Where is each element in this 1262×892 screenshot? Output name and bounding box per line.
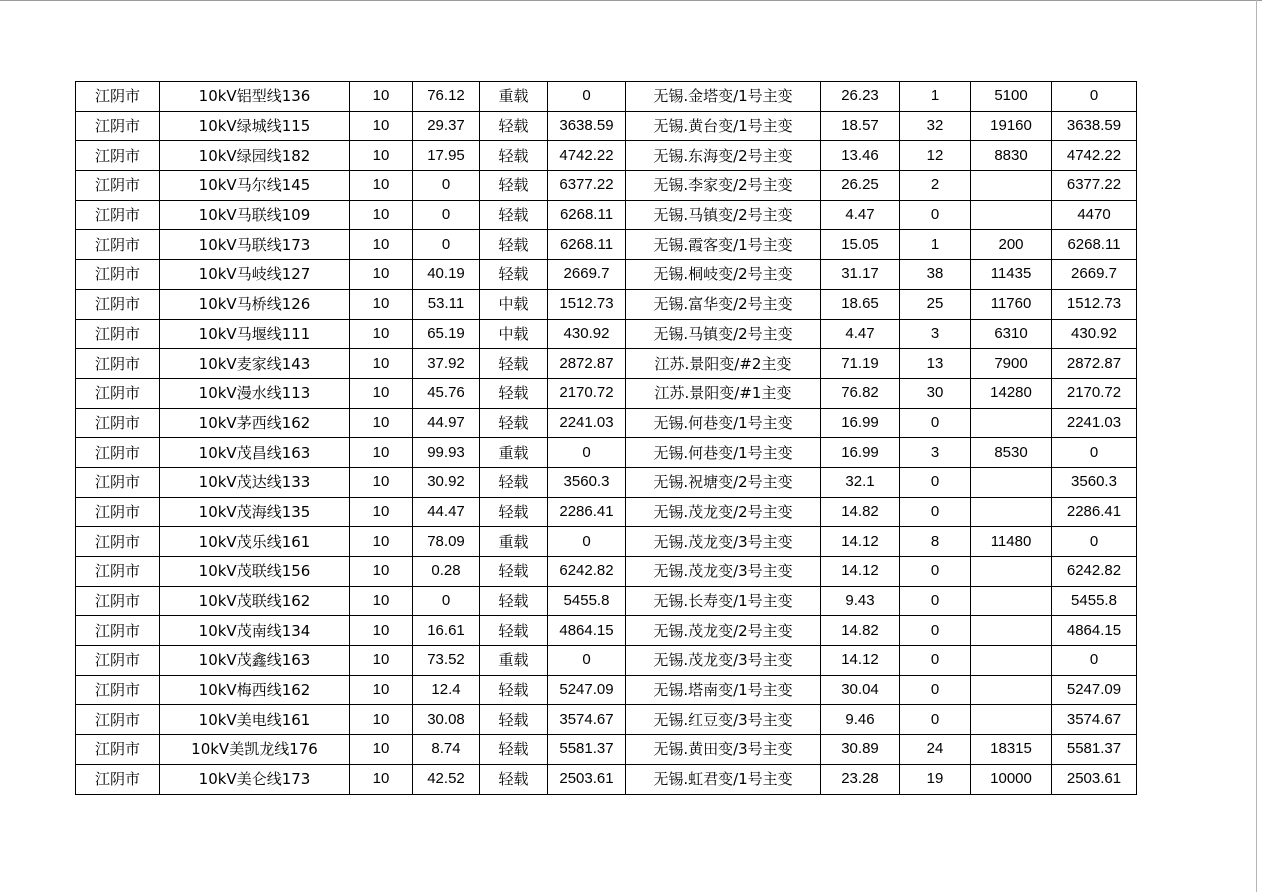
voltage-cell: 10 bbox=[350, 349, 413, 379]
load-rate-cell: 99.93 bbox=[413, 438, 480, 468]
voltage-cell: 10 bbox=[350, 141, 413, 171]
city-cell: 江阴市 bbox=[76, 527, 160, 557]
remaining-capacity-cell: 0 bbox=[1052, 646, 1137, 676]
table-row bbox=[76, 230, 1137, 260]
remaining-capacity-cell: 6268.11 bbox=[1052, 230, 1137, 260]
line-name-cell: 10kV马桥线126 bbox=[160, 289, 350, 319]
available-capacity-cell: 2669.7 bbox=[548, 260, 626, 290]
load-rate-cell: 73.52 bbox=[413, 646, 480, 676]
table-row bbox=[76, 675, 1137, 705]
line-name-cell: 10kV马岐线127 bbox=[160, 260, 350, 290]
remaining-capacity-cell: 0 bbox=[1052, 438, 1137, 468]
transformer-load-rate-cell: 30.04 bbox=[821, 675, 900, 705]
count-cell: 0 bbox=[900, 675, 971, 705]
transformer-load-rate-cell: 14.82 bbox=[821, 616, 900, 646]
load-status-cell: 轻载 bbox=[480, 171, 548, 201]
load-status-cell: 轻载 bbox=[480, 675, 548, 705]
capacity-cell: 19160 bbox=[971, 111, 1052, 141]
transformer-load-rate-cell: 23.28 bbox=[821, 764, 900, 794]
voltage-cell: 10 bbox=[350, 319, 413, 349]
load-rate-cell: 17.95 bbox=[413, 141, 480, 171]
capacity-cell bbox=[971, 467, 1052, 497]
transformer-load-rate-cell: 71.19 bbox=[821, 349, 900, 379]
count-cell: 25 bbox=[900, 289, 971, 319]
capacity-cell bbox=[971, 557, 1052, 587]
load-status-cell: 轻载 bbox=[480, 497, 548, 527]
count-cell: 24 bbox=[900, 735, 971, 765]
city-cell: 江阴市 bbox=[76, 735, 160, 765]
transformer-cell: 无锡.金塔变/1号主变 bbox=[626, 82, 821, 112]
capacity-cell bbox=[971, 200, 1052, 230]
city-cell: 江阴市 bbox=[76, 675, 160, 705]
city-cell: 江阴市 bbox=[76, 764, 160, 794]
table-row bbox=[76, 764, 1137, 794]
voltage-cell: 10 bbox=[350, 111, 413, 141]
voltage-cell: 10 bbox=[350, 705, 413, 735]
transformer-load-rate-cell: 30.89 bbox=[821, 735, 900, 765]
load-rate-cell: 44.97 bbox=[413, 408, 480, 438]
voltage-cell: 10 bbox=[350, 200, 413, 230]
available-capacity-cell: 2241.03 bbox=[548, 408, 626, 438]
count-cell: 3 bbox=[900, 438, 971, 468]
available-capacity-cell: 2503.61 bbox=[548, 764, 626, 794]
table-row bbox=[76, 289, 1137, 319]
city-cell: 江阴市 bbox=[76, 141, 160, 171]
capacity-cell: 200 bbox=[971, 230, 1052, 260]
voltage-cell: 10 bbox=[350, 497, 413, 527]
remaining-capacity-cell: 3574.67 bbox=[1052, 705, 1137, 735]
transformer-cell: 无锡.茂龙变/2号主变 bbox=[626, 616, 821, 646]
line-name-cell: 10kV茂联线156 bbox=[160, 557, 350, 587]
capacity-cell bbox=[971, 497, 1052, 527]
remaining-capacity-cell: 430.92 bbox=[1052, 319, 1137, 349]
capacity-cell bbox=[971, 705, 1052, 735]
line-name-cell: 10kV茅西线162 bbox=[160, 408, 350, 438]
city-cell: 江阴市 bbox=[76, 319, 160, 349]
count-cell: 0 bbox=[900, 467, 971, 497]
transformer-load-rate-cell: 4.47 bbox=[821, 200, 900, 230]
available-capacity-cell: 3638.59 bbox=[548, 111, 626, 141]
line-name-cell: 10kV梅西线162 bbox=[160, 675, 350, 705]
voltage-cell: 10 bbox=[350, 675, 413, 705]
transformer-load-rate-cell: 26.23 bbox=[821, 82, 900, 112]
transformer-cell: 无锡.茂龙变/3号主变 bbox=[626, 557, 821, 587]
load-status-cell: 轻载 bbox=[480, 349, 548, 379]
table-body bbox=[76, 82, 1137, 795]
voltage-cell: 10 bbox=[350, 260, 413, 290]
transformer-cell: 无锡.黄台变/1号主变 bbox=[626, 111, 821, 141]
load-rate-cell: 30.92 bbox=[413, 467, 480, 497]
voltage-cell: 10 bbox=[350, 735, 413, 765]
load-status-cell: 轻载 bbox=[480, 111, 548, 141]
available-capacity-cell: 3574.67 bbox=[548, 705, 626, 735]
remaining-capacity-cell: 0 bbox=[1052, 527, 1137, 557]
table-row bbox=[76, 378, 1137, 408]
transformer-load-rate-cell: 18.65 bbox=[821, 289, 900, 319]
transformer-cell: 无锡.长寿变/1号主变 bbox=[626, 586, 821, 616]
capacity-cell: 10000 bbox=[971, 764, 1052, 794]
transformer-cell: 无锡.何巷变/1号主变 bbox=[626, 408, 821, 438]
load-rate-cell: 78.09 bbox=[413, 527, 480, 557]
voltage-cell: 10 bbox=[350, 764, 413, 794]
available-capacity-cell: 430.92 bbox=[548, 319, 626, 349]
city-cell: 江阴市 bbox=[76, 260, 160, 290]
line-name-cell: 10kV马尔线145 bbox=[160, 171, 350, 201]
feeder-load-table bbox=[75, 81, 1137, 795]
remaining-capacity-cell: 5455.8 bbox=[1052, 586, 1137, 616]
load-status-cell: 轻载 bbox=[480, 467, 548, 497]
city-cell: 江阴市 bbox=[76, 467, 160, 497]
remaining-capacity-cell: 2286.41 bbox=[1052, 497, 1137, 527]
remaining-capacity-cell: 4470 bbox=[1052, 200, 1137, 230]
line-name-cell: 10kV绿城线115 bbox=[160, 111, 350, 141]
line-name-cell: 10kV麦家线143 bbox=[160, 349, 350, 379]
line-name-cell: 10kV美凯龙线176 bbox=[160, 735, 350, 765]
load-rate-cell: 40.19 bbox=[413, 260, 480, 290]
count-cell: 0 bbox=[900, 408, 971, 438]
table-row bbox=[76, 557, 1137, 587]
city-cell: 江阴市 bbox=[76, 111, 160, 141]
available-capacity-cell: 0 bbox=[548, 82, 626, 112]
capacity-cell bbox=[971, 171, 1052, 201]
count-cell: 30 bbox=[900, 378, 971, 408]
capacity-cell bbox=[971, 616, 1052, 646]
remaining-capacity-cell: 6377.22 bbox=[1052, 171, 1137, 201]
load-rate-cell: 45.76 bbox=[413, 378, 480, 408]
table-row bbox=[76, 646, 1137, 676]
load-status-cell: 轻载 bbox=[480, 557, 548, 587]
city-cell: 江阴市 bbox=[76, 497, 160, 527]
table-row bbox=[76, 497, 1137, 527]
capacity-cell bbox=[971, 586, 1052, 616]
load-rate-cell: 65.19 bbox=[413, 319, 480, 349]
table-row bbox=[76, 616, 1137, 646]
count-cell: 0 bbox=[900, 586, 971, 616]
table-row bbox=[76, 141, 1137, 171]
available-capacity-cell: 4864.15 bbox=[548, 616, 626, 646]
transformer-load-rate-cell: 13.46 bbox=[821, 141, 900, 171]
remaining-capacity-cell: 6242.82 bbox=[1052, 557, 1137, 587]
city-cell: 江阴市 bbox=[76, 230, 160, 260]
table-row bbox=[76, 319, 1137, 349]
table-row bbox=[76, 527, 1137, 557]
table-row bbox=[76, 200, 1137, 230]
city-cell: 江阴市 bbox=[76, 646, 160, 676]
remaining-capacity-cell: 2872.87 bbox=[1052, 349, 1137, 379]
transformer-load-rate-cell: 14.12 bbox=[821, 527, 900, 557]
city-cell: 江阴市 bbox=[76, 171, 160, 201]
city-cell: 江阴市 bbox=[76, 586, 160, 616]
count-cell: 38 bbox=[900, 260, 971, 290]
line-name-cell: 10kV茂达线133 bbox=[160, 467, 350, 497]
voltage-cell: 10 bbox=[350, 82, 413, 112]
capacity-cell: 7900 bbox=[971, 349, 1052, 379]
load-rate-cell: 0 bbox=[413, 200, 480, 230]
capacity-cell: 11480 bbox=[971, 527, 1052, 557]
table-row bbox=[76, 349, 1137, 379]
count-cell: 1 bbox=[900, 82, 971, 112]
load-rate-cell: 29.37 bbox=[413, 111, 480, 141]
capacity-cell bbox=[971, 675, 1052, 705]
load-status-cell: 轻载 bbox=[480, 764, 548, 794]
available-capacity-cell: 0 bbox=[548, 527, 626, 557]
city-cell: 江阴市 bbox=[76, 557, 160, 587]
transformer-cell: 无锡.东海变/2号主变 bbox=[626, 141, 821, 171]
voltage-cell: 10 bbox=[350, 408, 413, 438]
transformer-cell: 无锡.李家变/2号主变 bbox=[626, 171, 821, 201]
transformer-cell: 无锡.茂龙变/2号主变 bbox=[626, 497, 821, 527]
remaining-capacity-cell: 2170.72 bbox=[1052, 378, 1137, 408]
load-status-cell: 轻载 bbox=[480, 705, 548, 735]
page-top-border bbox=[0, 0, 1262, 1]
load-status-cell: 轻载 bbox=[480, 260, 548, 290]
available-capacity-cell: 2286.41 bbox=[548, 497, 626, 527]
transformer-load-rate-cell: 18.57 bbox=[821, 111, 900, 141]
remaining-capacity-cell: 3560.3 bbox=[1052, 467, 1137, 497]
transformer-cell: 无锡.塔南变/1号主变 bbox=[626, 675, 821, 705]
load-status-cell: 轻载 bbox=[480, 586, 548, 616]
load-status-cell: 轻载 bbox=[480, 735, 548, 765]
city-cell: 江阴市 bbox=[76, 616, 160, 646]
voltage-cell: 10 bbox=[350, 171, 413, 201]
line-name-cell: 10kV茂昌线163 bbox=[160, 438, 350, 468]
available-capacity-cell: 1512.73 bbox=[548, 289, 626, 319]
capacity-cell: 6310 bbox=[971, 319, 1052, 349]
table-row bbox=[76, 438, 1137, 468]
line-name-cell: 10kV茂南线134 bbox=[160, 616, 350, 646]
load-rate-cell: 53.11 bbox=[413, 289, 480, 319]
count-cell: 0 bbox=[900, 557, 971, 587]
load-rate-cell: 0 bbox=[413, 171, 480, 201]
available-capacity-cell: 5247.09 bbox=[548, 675, 626, 705]
load-status-cell: 重载 bbox=[480, 646, 548, 676]
city-cell: 江阴市 bbox=[76, 289, 160, 319]
capacity-cell: 8830 bbox=[971, 141, 1052, 171]
transformer-load-rate-cell: 16.99 bbox=[821, 438, 900, 468]
transformer-load-rate-cell: 32.1 bbox=[821, 467, 900, 497]
load-status-cell: 轻载 bbox=[480, 200, 548, 230]
available-capacity-cell: 6268.11 bbox=[548, 200, 626, 230]
transformer-load-rate-cell: 76.82 bbox=[821, 378, 900, 408]
count-cell: 0 bbox=[900, 497, 971, 527]
count-cell: 32 bbox=[900, 111, 971, 141]
transformer-cell: 无锡.祝塘变/2号主变 bbox=[626, 467, 821, 497]
capacity-cell: 11435 bbox=[971, 260, 1052, 290]
count-cell: 0 bbox=[900, 646, 971, 676]
transformer-cell: 无锡.茂龙变/3号主变 bbox=[626, 527, 821, 557]
voltage-cell: 10 bbox=[350, 230, 413, 260]
transformer-cell: 无锡.霞客变/1号主变 bbox=[626, 230, 821, 260]
table-row bbox=[76, 467, 1137, 497]
voltage-cell: 10 bbox=[350, 438, 413, 468]
count-cell: 1 bbox=[900, 230, 971, 260]
line-name-cell: 10kV茂联线162 bbox=[160, 586, 350, 616]
remaining-capacity-cell: 2241.03 bbox=[1052, 408, 1137, 438]
page-right-border bbox=[1256, 0, 1257, 892]
city-cell: 江阴市 bbox=[76, 378, 160, 408]
remaining-capacity-cell: 2503.61 bbox=[1052, 764, 1137, 794]
remaining-capacity-cell: 0 bbox=[1052, 82, 1137, 112]
load-rate-cell: 42.52 bbox=[413, 764, 480, 794]
transformer-load-rate-cell: 14.12 bbox=[821, 557, 900, 587]
transformer-load-rate-cell: 16.99 bbox=[821, 408, 900, 438]
count-cell: 0 bbox=[900, 705, 971, 735]
transformer-load-rate-cell: 31.17 bbox=[821, 260, 900, 290]
load-status-cell: 轻载 bbox=[480, 141, 548, 171]
table-row bbox=[76, 171, 1137, 201]
line-name-cell: 10kV茂鑫线163 bbox=[160, 646, 350, 676]
count-cell: 13 bbox=[900, 349, 971, 379]
transformer-load-rate-cell: 14.82 bbox=[821, 497, 900, 527]
transformer-cell: 无锡.马镇变/2号主变 bbox=[626, 200, 821, 230]
load-status-cell: 重载 bbox=[480, 82, 548, 112]
load-status-cell: 中载 bbox=[480, 289, 548, 319]
voltage-cell: 10 bbox=[350, 527, 413, 557]
table-row bbox=[76, 111, 1137, 141]
available-capacity-cell: 6268.11 bbox=[548, 230, 626, 260]
load-rate-cell: 0.28 bbox=[413, 557, 480, 587]
load-status-cell: 重载 bbox=[480, 527, 548, 557]
available-capacity-cell: 6242.82 bbox=[548, 557, 626, 587]
load-status-cell: 轻载 bbox=[480, 616, 548, 646]
remaining-capacity-cell: 2669.7 bbox=[1052, 260, 1137, 290]
load-status-cell: 轻载 bbox=[480, 378, 548, 408]
count-cell: 12 bbox=[900, 141, 971, 171]
load-status-cell: 轻载 bbox=[480, 230, 548, 260]
table-row bbox=[76, 408, 1137, 438]
available-capacity-cell: 5581.37 bbox=[548, 735, 626, 765]
city-cell: 江阴市 bbox=[76, 200, 160, 230]
remaining-capacity-cell: 4864.15 bbox=[1052, 616, 1137, 646]
voltage-cell: 10 bbox=[350, 557, 413, 587]
table-row bbox=[76, 586, 1137, 616]
load-rate-cell: 76.12 bbox=[413, 82, 480, 112]
capacity-cell: 5100 bbox=[971, 82, 1052, 112]
remaining-capacity-cell: 4742.22 bbox=[1052, 141, 1137, 171]
count-cell: 8 bbox=[900, 527, 971, 557]
line-name-cell: 10kV漫水线113 bbox=[160, 378, 350, 408]
voltage-cell: 10 bbox=[350, 616, 413, 646]
load-rate-cell: 30.08 bbox=[413, 705, 480, 735]
count-cell: 3 bbox=[900, 319, 971, 349]
load-rate-cell: 44.47 bbox=[413, 497, 480, 527]
city-cell: 江阴市 bbox=[76, 408, 160, 438]
transformer-cell: 无锡.富华变/2号主变 bbox=[626, 289, 821, 319]
load-rate-cell: 0 bbox=[413, 586, 480, 616]
transformer-cell: 无锡.黄田变/3号主变 bbox=[626, 735, 821, 765]
load-rate-cell: 12.4 bbox=[413, 675, 480, 705]
voltage-cell: 10 bbox=[350, 378, 413, 408]
line-name-cell: 10kV茂乐线161 bbox=[160, 527, 350, 557]
load-rate-cell: 16.61 bbox=[413, 616, 480, 646]
available-capacity-cell: 5455.8 bbox=[548, 586, 626, 616]
table-row bbox=[76, 260, 1137, 290]
transformer-cell: 无锡.红豆变/3号主变 bbox=[626, 705, 821, 735]
voltage-cell: 10 bbox=[350, 467, 413, 497]
count-cell: 19 bbox=[900, 764, 971, 794]
line-name-cell: 10kV茂海线135 bbox=[160, 497, 350, 527]
city-cell: 江阴市 bbox=[76, 349, 160, 379]
available-capacity-cell: 3560.3 bbox=[548, 467, 626, 497]
city-cell: 江阴市 bbox=[76, 705, 160, 735]
table-row bbox=[76, 82, 1137, 112]
voltage-cell: 10 bbox=[350, 646, 413, 676]
count-cell: 0 bbox=[900, 200, 971, 230]
transformer-load-rate-cell: 15.05 bbox=[821, 230, 900, 260]
line-name-cell: 10kV美电线161 bbox=[160, 705, 350, 735]
city-cell: 江阴市 bbox=[76, 82, 160, 112]
load-rate-cell: 0 bbox=[413, 230, 480, 260]
transformer-load-rate-cell: 4.47 bbox=[821, 319, 900, 349]
load-rate-cell: 37.92 bbox=[413, 349, 480, 379]
transformer-cell: 江苏.景阳变/#1主变 bbox=[626, 378, 821, 408]
load-rate-cell: 8.74 bbox=[413, 735, 480, 765]
available-capacity-cell: 6377.22 bbox=[548, 171, 626, 201]
capacity-cell: 18315 bbox=[971, 735, 1052, 765]
available-capacity-cell: 2872.87 bbox=[548, 349, 626, 379]
capacity-cell: 8530 bbox=[971, 438, 1052, 468]
available-capacity-cell: 4742.22 bbox=[548, 141, 626, 171]
transformer-cell: 无锡.马镇变/2号主变 bbox=[626, 319, 821, 349]
remaining-capacity-cell: 5247.09 bbox=[1052, 675, 1137, 705]
remaining-capacity-cell: 5581.37 bbox=[1052, 735, 1137, 765]
city-cell: 江阴市 bbox=[76, 438, 160, 468]
voltage-cell: 10 bbox=[350, 586, 413, 616]
line-name-cell: 10kV美仑线173 bbox=[160, 764, 350, 794]
transformer-cell: 江苏.景阳变/#2主变 bbox=[626, 349, 821, 379]
table-row bbox=[76, 705, 1137, 735]
voltage-cell: 10 bbox=[350, 289, 413, 319]
count-cell: 0 bbox=[900, 616, 971, 646]
line-name-cell: 10kV铝型线136 bbox=[160, 82, 350, 112]
line-name-cell: 10kV马联线173 bbox=[160, 230, 350, 260]
transformer-cell: 无锡.桐岐变/2号主变 bbox=[626, 260, 821, 290]
transformer-cell: 无锡.茂龙变/3号主变 bbox=[626, 646, 821, 676]
count-cell: 2 bbox=[900, 171, 971, 201]
available-capacity-cell: 0 bbox=[548, 438, 626, 468]
capacity-cell: 14280 bbox=[971, 378, 1052, 408]
remaining-capacity-cell: 3638.59 bbox=[1052, 111, 1137, 141]
load-status-cell: 中载 bbox=[480, 319, 548, 349]
capacity-cell: 11760 bbox=[971, 289, 1052, 319]
transformer-load-rate-cell: 26.25 bbox=[821, 171, 900, 201]
available-capacity-cell: 0 bbox=[548, 646, 626, 676]
transformer-load-rate-cell: 14.12 bbox=[821, 646, 900, 676]
capacity-cell bbox=[971, 408, 1052, 438]
line-name-cell: 10kV马堰线111 bbox=[160, 319, 350, 349]
line-name-cell: 10kV绿园线182 bbox=[160, 141, 350, 171]
available-capacity-cell: 2170.72 bbox=[548, 378, 626, 408]
load-status-cell: 重载 bbox=[480, 438, 548, 468]
load-status-cell: 轻载 bbox=[480, 408, 548, 438]
line-name-cell: 10kV马联线109 bbox=[160, 200, 350, 230]
remaining-capacity-cell: 1512.73 bbox=[1052, 289, 1137, 319]
capacity-cell bbox=[971, 646, 1052, 676]
transformer-cell: 无锡.何巷变/1号主变 bbox=[626, 438, 821, 468]
transformer-cell: 无锡.虹君变/1号主变 bbox=[626, 764, 821, 794]
transformer-load-rate-cell: 9.43 bbox=[821, 586, 900, 616]
transformer-load-rate-cell: 9.46 bbox=[821, 705, 900, 735]
table-row bbox=[76, 735, 1137, 765]
